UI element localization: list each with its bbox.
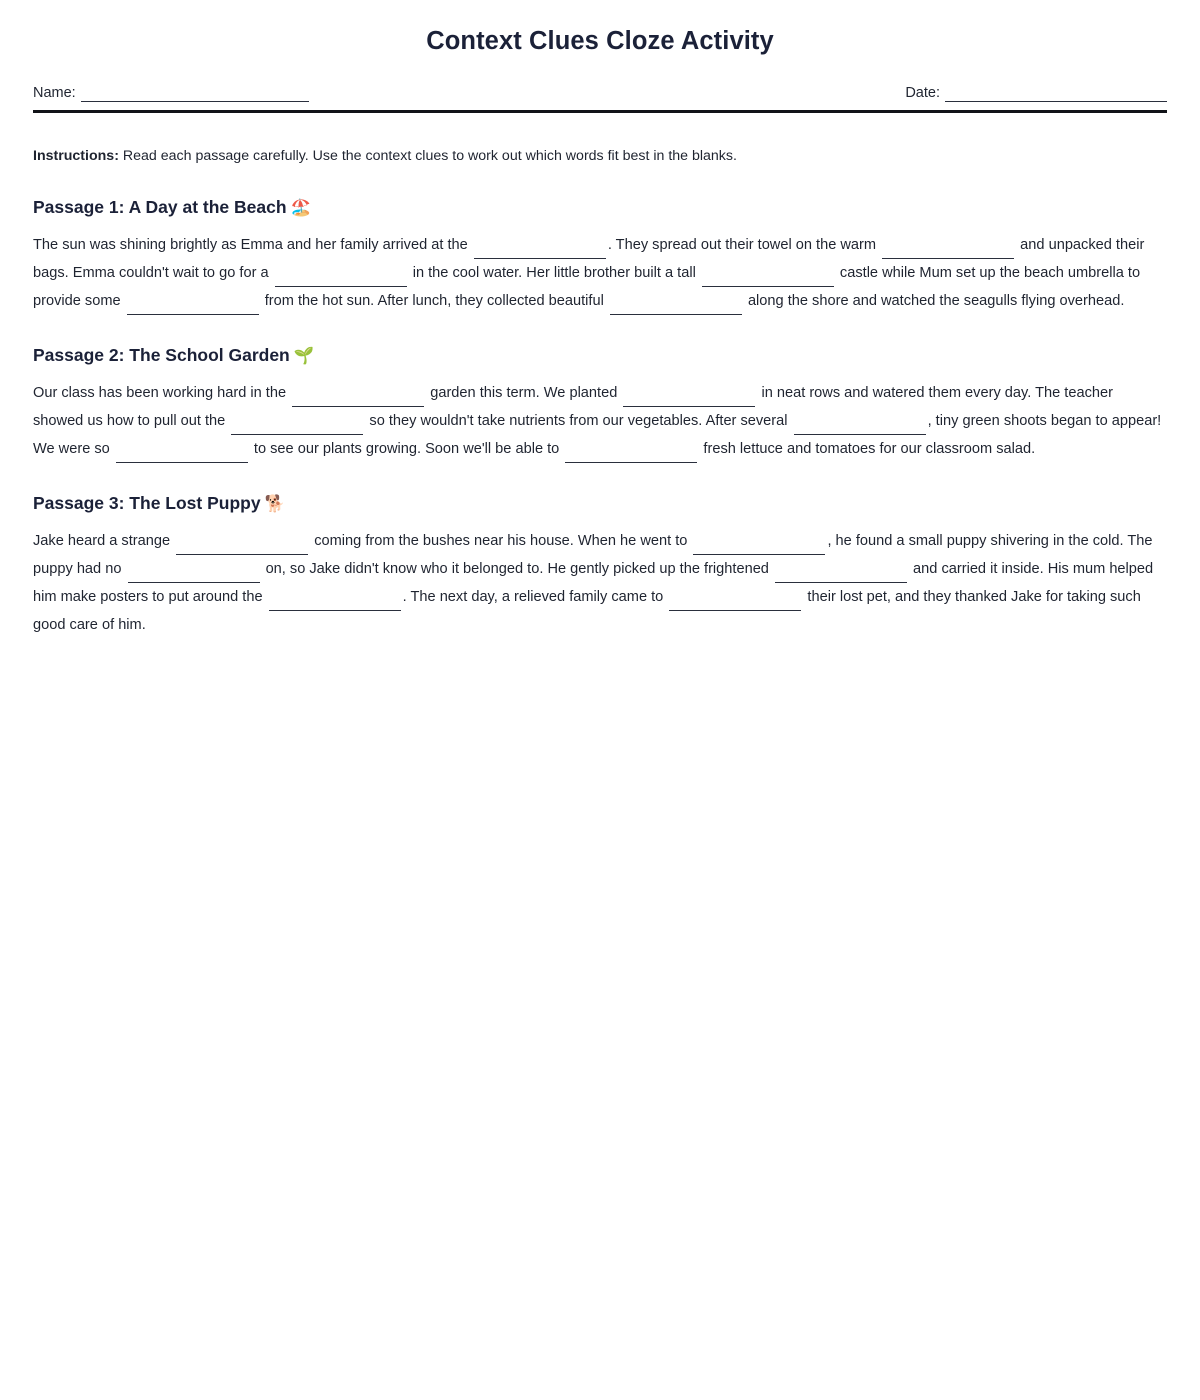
passage-3-text-5: . The next day, a relieved family came to [402,589,668,606]
passage-2-text-4: , tiny green shoots began to appear! We were so [33,413,1162,458]
passage-1-blank-4[interactable] [702,272,834,287]
passage-1 [33,197,1167,315]
passage-2-text-6: fresh lettuce and tomatoes for our classroom salad. [699,441,1036,458]
passage-3-heading [33,493,1167,515]
passage-2-blank-6[interactable] [565,448,697,463]
passage-1-blank-6[interactable] [610,301,742,316]
passage-2-heading [33,345,1167,367]
date-blank-line[interactable] [945,88,1167,102]
passage-2-text-1: garden this term. We planted [426,385,622,402]
page-title: Context Clues Cloze Activity [426,27,774,55]
passage-2-heading-text: Passage 2: The School Garden [33,345,290,366]
passage-1-text-5: from the hot sun. After lunch, they collected beautiful [260,293,608,310]
passage-3-body [33,527,1167,639]
passage-3-text-6: their lost pet, and they thanked Jake for taking such good care of him. [33,589,1141,634]
name-blank-line[interactable] [81,88,309,102]
passage-1-heading-text: Passage 1: A Day at the Beach [33,197,287,218]
passage-1-text-2: and unpacked their bags. Emma couldn't wait to go for a [33,237,1145,282]
passage-2-text-3: so they wouldn't take nutrients from our vegetables. After several [365,413,792,430]
passage-1-text-4: castle while Mum set up the beach umbrella to provide some [33,265,1141,310]
passage-3-text-0: Jake heard a strange [33,533,175,550]
passage-1-blank-2[interactable] [882,244,1014,259]
passage-3 [33,493,1167,639]
passage-1-text-3: in the cool water. Her little brother built a tall [408,265,700,282]
passage-3-text-1: coming from the bushes near his house. When he went to [310,533,692,550]
seedling-emoji: 🌱 [293,346,315,366]
header-divider [33,110,1167,113]
name-label: Name: [33,84,76,101]
passage-2-blank-3[interactable] [231,420,363,435]
passage-2-blank-1[interactable] [292,392,424,407]
passage-2-text-0: Our class has been working hard in the [33,385,291,402]
passage-2-blank-5[interactable] [116,448,248,463]
passage-3-blank-2[interactable] [693,540,825,555]
passage-1-body [33,231,1167,315]
passage-1-blank-1[interactable] [474,244,606,259]
passage-3-heading-text: Passage 3: The Lost Puppy [33,493,261,514]
passage-1-text-1: . They spread out their towel on the warm [607,237,881,254]
passage-3-text-3: on, so Jake didn't know who it belonged to. He gently picked up the frightened [261,561,773,578]
passage-1-blank-5[interactable] [127,301,259,316]
passage-1-text-6: along the shore and watched the seagulls flying overhead. [743,293,1125,310]
passage-3-blank-5[interactable] [269,596,401,611]
passage-3-text-2: , he found a small puppy shivering in the cold. The puppy had no [33,533,1153,578]
beach-with-umbrella-emoji: 🏖️ [290,198,312,218]
name-date-row [33,84,1167,108]
passage-2-body [33,379,1167,463]
passage-1-text-0: The sun was shining brightly as Emma and her family arrived at the [33,237,472,254]
passage-2-text-2: in neat rows and watered them every day. The teacher showed us how to pull out the [33,385,1113,430]
passage-1-blank-3[interactable] [275,272,407,287]
instructions [33,145,1167,167]
passage-2-blank-4[interactable] [794,420,926,435]
passage-2 [33,345,1167,463]
passage-3-blank-1[interactable] [176,540,308,555]
passage-2-text-5: to see our plants growing. Soon we'll be able to [249,441,564,458]
instructions-label: Instructions: [33,148,119,165]
name-field[interactable] [33,84,309,103]
date-label: Date: [905,84,940,101]
passage-3-blank-6[interactable] [669,596,801,611]
passage-3-blank-3[interactable] [128,568,260,583]
date-field[interactable] [905,84,1167,103]
passage-3-text-4: and carried it inside. His mum helped him make posters to put around the [33,561,1154,606]
passage-1-heading [33,197,1167,219]
instructions-text: Read each passage carefully. Use the context clues to work out which words fit best in the blanks. [122,148,737,165]
dog-emoji: 🐕 [264,494,286,514]
passage-2-blank-2[interactable] [623,392,755,407]
passage-3-blank-4[interactable] [775,568,907,583]
